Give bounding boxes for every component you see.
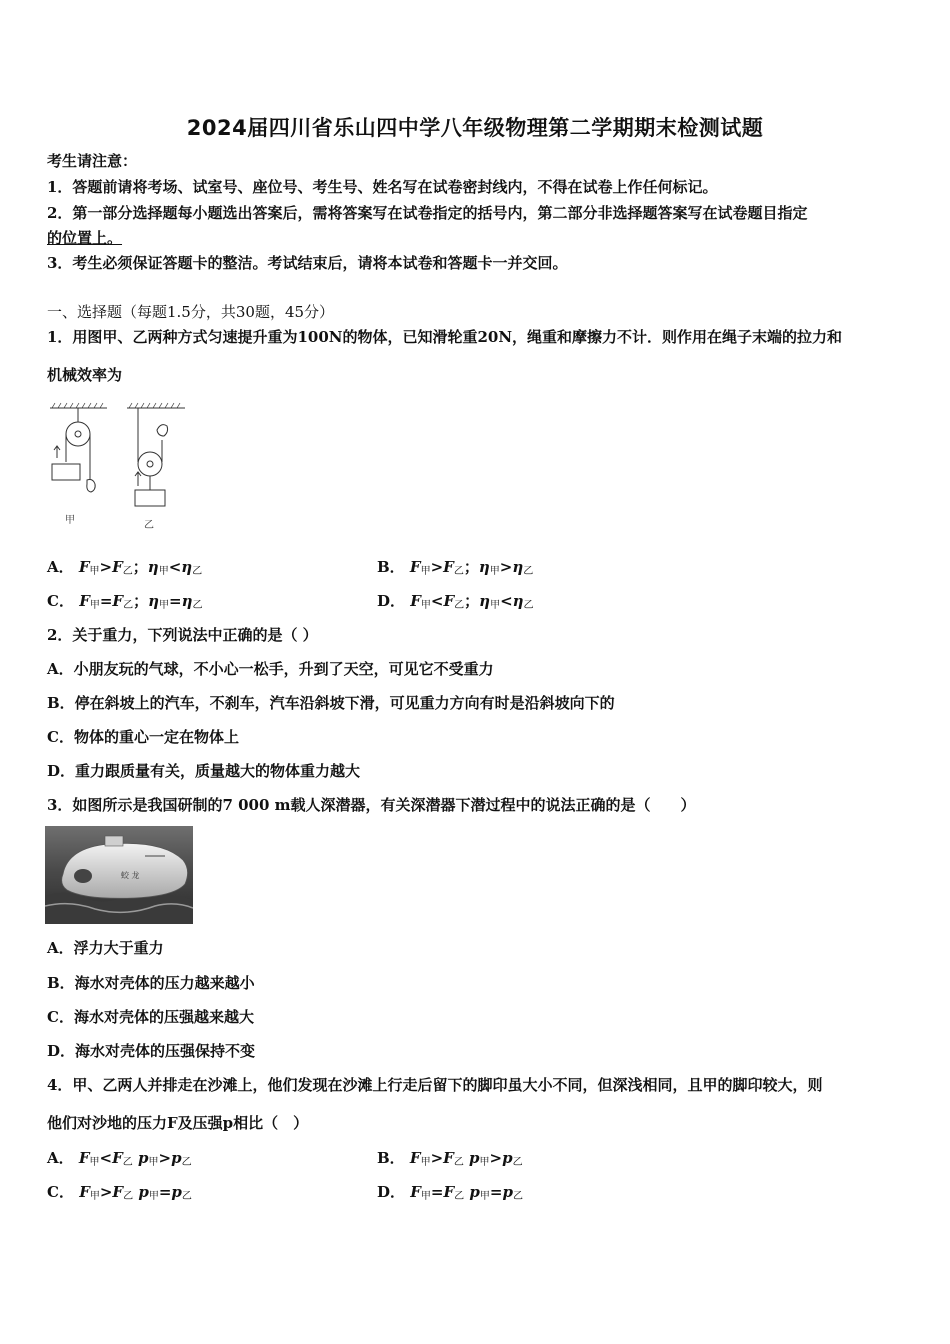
option-a: A．小朋友玩的气球，不小心一松手，升到了天空，可见它不受重力 [47,660,494,678]
option-c: C．物体的重心一定在物体上 [47,728,239,746]
notice-item: 1．答题前请将考场、试室号、座位号、考生号、姓名写在试卷密封线内，不得在试卷上作任何标记。 [47,178,718,196]
figure-label-jia: 甲 [65,515,75,526]
question-4-stem: 他们对沙地的压力F及压强p相比（ ） [47,1114,309,1132]
question-2-stem: 2．关于重力，下列说法中正确的是（ ） [47,626,318,644]
option-c: C． $F_甲>F_乙$ $p_甲=p_乙$ [47,1183,192,1202]
question-1-stem: 1．用图甲、乙两种方式匀速提升重为100N的物体，已知滑轮重20N，绳重和摩擦力不计．则作用在绳子末端的拉力和 [47,328,843,346]
question-3-stem: 3．如图所示是我国研制的7 000 m载人深潜器，有关深潜器下潜过程中的说法正确的是（ ） [47,796,696,814]
question-1-stem: 机械效率为 [47,366,123,384]
option-a: A．浮力大于重力 [47,939,164,957]
option-c: C． $F_甲=F_乙$；$\eta_甲=\eta_乙$ [47,592,203,611]
figure-label-yi: 乙 [144,520,154,531]
option-a: A． $F_甲<F_乙$ $p_甲>p_乙$ [47,1149,192,1168]
option-c: C．海水对壳体的压强越来越大 [47,1008,254,1026]
page-title: 2024届四川省乐山四中学八年级物理第二学期期末检测试题 [186,116,764,140]
option-b: B． $F_甲>F_乙$；$\eta_甲>\eta_乙$ [377,558,534,577]
notice-item: 的位置上。 [47,229,123,247]
notice-item: 3．考生必须保证答题卡的整洁。考试结束后，请将本试卷和答题卡一并交回。 [47,254,568,272]
option-b: B．海水对壳体的压力越来越小 [47,974,255,992]
option-b: B． $F_甲>F_乙$ $p_甲>p_乙$ [377,1149,523,1168]
question-4-stem: 4．甲、乙两人并排走在沙滩上，他们发现在沙滩上行走后留下的脚印虽大小不同，但深浅相同，且甲的脚印较大，则 [47,1076,823,1094]
option-d: D． $F_甲<F_乙$；$\eta_甲<\eta_乙$ [377,592,534,611]
svg-text:蛟 龙: 蛟 龙 [121,871,140,880]
notice-item: 2．第一部分选择题每小题选出答案后，需将答案写在试卷指定的括号内，第二部分非选择题答案写在试卷题目指定 [47,204,808,222]
option-d: D．重力跟质量有关，质量越大的物体重力越大 [47,762,361,780]
option-d: D． $F_甲=F_乙$ $p_甲=p_乙$ [377,1183,523,1202]
submersible-photo [45,826,193,924]
section-heading: 一、选择题（每题1.5分，共30题，45分） [47,303,335,321]
pulley-figure [45,400,195,535]
option-a: A． $F_甲>F_乙$；$\eta_甲<\eta_乙$ [47,558,203,577]
option-d: D．海水对壳体的压强保持不变 [47,1042,256,1060]
option-b: B．停在斜坡上的汽车，不刹车，汽车沿斜坡下滑，可见重力方向有时是沿斜坡向下的 [47,694,615,712]
notice-heading: 考生请注意： [47,152,138,170]
